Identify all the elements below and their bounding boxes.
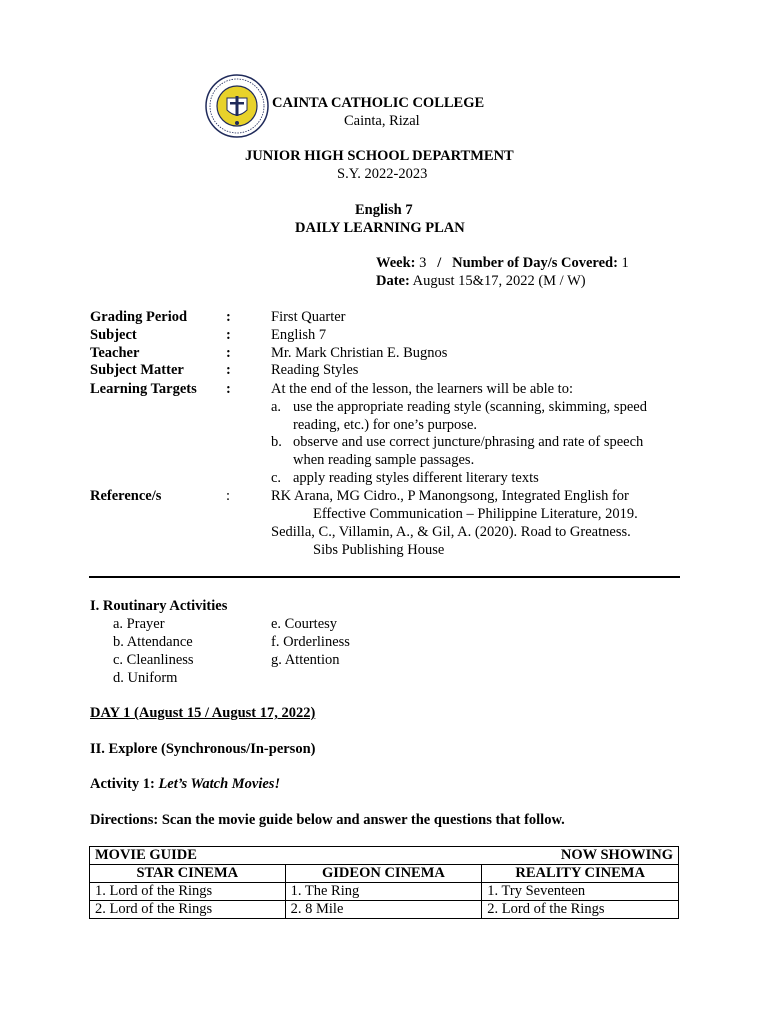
colon: : xyxy=(226,345,231,361)
date-value: August 15&17, 2022 (M / W) xyxy=(412,273,586,289)
week-separator: / xyxy=(437,255,442,271)
reference-text: Effective Communication – Philippine Literature, 2019. xyxy=(313,506,638,522)
activity-title: Let’s Watch Movies! xyxy=(158,776,281,792)
school-name: CAINTA CATHOLIC COLLEGE xyxy=(272,95,485,111)
week-label: Week: xyxy=(376,255,416,271)
routinary-item: a. Prayer xyxy=(113,616,165,632)
target-marker: a. xyxy=(271,399,282,415)
target-marker: b. xyxy=(271,434,282,450)
routinary-item: c. Cleanliness xyxy=(113,652,194,668)
table-title: MOVIE GUIDE xyxy=(90,847,286,865)
school-year: S.Y. 2022-2023 xyxy=(337,166,428,182)
section-divider xyxy=(89,576,680,578)
school-seal-logo xyxy=(205,74,269,138)
plan-title: DAILY LEARNING PLAN xyxy=(295,220,465,236)
now-showing-label: NOW SHOWING xyxy=(482,847,679,865)
table-cell: 1. Lord of the Rings xyxy=(90,883,286,901)
table-title-spacer xyxy=(285,847,482,865)
references-label: Reference/s xyxy=(90,488,162,504)
routinary-item: f. Orderliness xyxy=(271,634,350,650)
routinary-heading: I. Routinary Activities xyxy=(90,598,228,614)
explore-heading: II. Explore (Synchronous/In-person) xyxy=(90,741,316,757)
days-label: Number of Day/s Covered: xyxy=(452,255,618,271)
target-text: apply reading styles different literary texts xyxy=(293,470,539,486)
target-text: observe and use correct juncture/phrasing and rate of speech xyxy=(293,434,644,450)
school-location: Cainta, Rizal xyxy=(344,113,420,129)
target-text: when reading sample passages. xyxy=(293,452,475,468)
table-cell: 1. Try Seventeen xyxy=(482,883,679,901)
week-value: 3 xyxy=(419,255,427,271)
grading-period-value: First Quarter xyxy=(271,309,346,325)
reference-text: RK Arana, MG Cidro., P Manongsong, Integrated English for xyxy=(271,488,629,504)
target-marker: c. xyxy=(271,470,282,486)
routinary-item: b. Attendance xyxy=(113,634,193,650)
week-line xyxy=(376,254,629,272)
days-value: 1 xyxy=(621,255,629,271)
table-cell: 2. Lord of the Rings xyxy=(482,901,679,919)
target-text: use the appropriate reading style (scanning, skimming, speed xyxy=(293,399,647,415)
table-cell: 2. 8 Mile xyxy=(285,901,482,919)
learning-targets-label: Learning Targets xyxy=(90,381,197,397)
table-header-row xyxy=(90,865,679,883)
date-line xyxy=(376,272,586,290)
department-title: JUNIOR HIGH SCHOOL DEPARTMENT xyxy=(245,148,514,164)
reference-text: Sibs Publishing House xyxy=(313,542,445,558)
teacher-label: Teacher xyxy=(90,345,140,361)
column-header: STAR CINEMA xyxy=(90,865,286,883)
subject-label: Subject xyxy=(90,327,137,343)
subject-value: English 7 xyxy=(271,327,327,343)
colon: : xyxy=(226,327,231,343)
target-text: reading, etc.) for one’s purpose. xyxy=(293,417,478,433)
grading-period-label: Grading Period xyxy=(90,309,188,325)
table-row xyxy=(90,901,679,919)
table-row xyxy=(90,883,679,901)
learning-targets-intro: At the end of the lesson, the learners will be able to: xyxy=(271,381,573,397)
subject-title: English 7 xyxy=(355,202,413,218)
colon: : xyxy=(226,488,231,504)
column-header: GIDEON CINEMA xyxy=(285,865,482,883)
date-label: Date: xyxy=(376,273,410,289)
activity-label: Activity 1: xyxy=(90,776,159,792)
subject-matter-value: Reading Styles xyxy=(271,362,359,378)
routinary-item: e. Courtesy xyxy=(271,616,338,632)
subject-matter-label: Subject Matter xyxy=(90,362,184,378)
movie-guide-table xyxy=(89,846,679,919)
colon: : xyxy=(226,362,231,378)
activity-heading xyxy=(90,775,280,793)
routinary-item: d. Uniform xyxy=(113,670,178,686)
reference-text: Sedilla, C., Villamin, A., & Gil, A. (2020). Road to Greatness. xyxy=(271,524,631,540)
directions: Directions: Scan the movie guide below and answer the questions that follow. xyxy=(90,812,565,828)
day-heading: DAY 1 (August 15 / August 17, 2022) xyxy=(90,705,316,721)
routinary-item: g. Attention xyxy=(271,652,340,668)
column-header: REALITY CINEMA xyxy=(482,865,679,883)
table-title-row xyxy=(90,847,679,865)
table-cell: 1. The Ring xyxy=(285,883,482,901)
colon: : xyxy=(226,381,231,397)
teacher-value: Mr. Mark Christian E. Bugnos xyxy=(271,345,448,361)
table-cell: 2. Lord of the Rings xyxy=(90,901,286,919)
colon: : xyxy=(226,309,231,325)
